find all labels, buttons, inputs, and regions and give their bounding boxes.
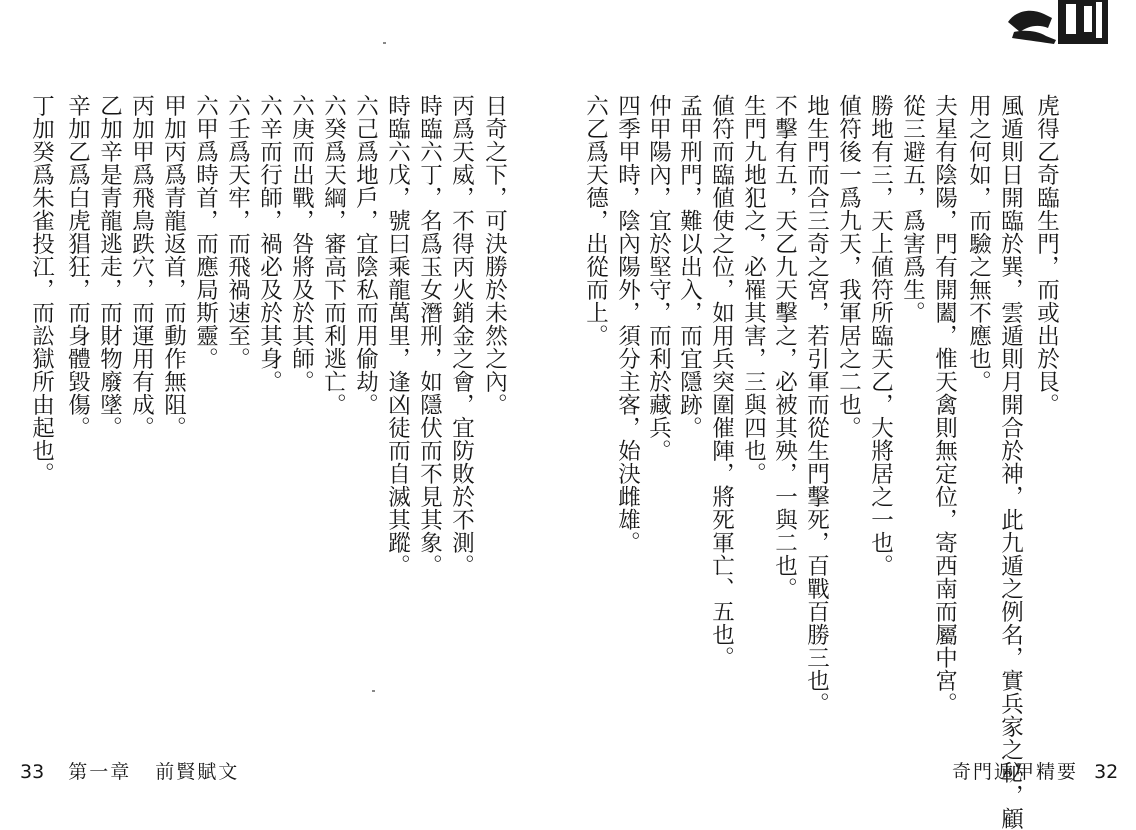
text-column: 勝地有三，天上値符所臨天乙，大將居之一也。 (867, 94, 894, 577)
text-column: 生門九地犯之，必罹其害，三與四也。 (740, 94, 767, 485)
text-column: 時臨六戊，號曰乘龍萬里，逢凶徒而自滅其蹤。 (384, 94, 411, 577)
left-page (0, 0, 568, 795)
text-column: 時臨六丁，名爲玉女潛刑，如隱伏而不見其象。 (416, 94, 443, 577)
page-footer (952, 757, 1118, 784)
text-column: 風遁則日開臨於巽，雲遁則月開合於神，此九遁之例名，實兵家之秘，顧 (997, 94, 1024, 830)
right-page (568, 0, 1136, 830)
text-column: 日奇之下，可決勝於未然之內。 (481, 94, 508, 416)
text-column: 孟甲刑門，難以出入，而宜隱跡。 (676, 94, 703, 439)
text-column: 甲加丙爲青龍返首，而動作無阻。 (160, 94, 187, 439)
text-column: 値符而臨値使之位，如用兵突圍催陣，將死軍亡、五也。 (708, 94, 735, 669)
text-column: 乙加辛是青龍逃走，而財物廢墜。 (96, 94, 123, 439)
chapter-title: 前賢賦文 (155, 761, 240, 783)
text-column: 夫星有陰陽，門有開闔，惟天禽則無定位，寄西南而屬中宮。 (931, 94, 958, 715)
text-column: 地生門而合三奇之宮，若引軍而從生門擊死，百戰百勝三也。 (803, 94, 830, 715)
page-number: 32 (1094, 761, 1119, 783)
text-column: 六壬爲天牢，而飛禍速至。 (224, 94, 251, 370)
text-column: 丙加甲爲飛鳥跌穴，而運用有成。 (128, 94, 155, 439)
text-column: 六癸爲天綱，審高下而利逃亡。 (320, 94, 347, 416)
text-column: 從三避五，爲害爲生。 (899, 94, 926, 324)
chapter-label: 第一章 (68, 761, 132, 783)
text-column: 六甲爲時首，而應局斯靈。 (192, 94, 219, 370)
text-column: 値符後一爲九天，我軍居之二也。 (835, 94, 862, 439)
text-column: 六乙爲天德，出從而上。 (582, 94, 609, 347)
text-column: 六己爲地戶，宜陰私而用偷劫。 (352, 94, 379, 416)
text-column: 仲甲陽內，宜於堅守，而利於藏兵。 (645, 94, 672, 462)
page-number: 33 (20, 761, 45, 783)
text-column: 虎得乙奇臨生門，而或出於艮。 (1033, 94, 1060, 416)
text-column: 不擊有五，天乙九天擊之，必被其殃，一與二也。 (771, 94, 798, 600)
scan-speck (383, 42, 386, 44)
text-column: 六庚而出戰，咎將及於其師。 (288, 94, 315, 393)
text-column: 六辛而行師，禍必及於其身。 (256, 94, 283, 393)
text-column: 四季甲時，陰內陽外，須分主客，始決雌雄。 (614, 94, 641, 554)
page-footer (20, 757, 239, 784)
text-column: 用之何如，而驗之無不應也。 (965, 94, 992, 393)
scan-speck (372, 690, 375, 692)
book-title: 奇門遁甲精要 (952, 761, 1079, 783)
text-column: 丁加癸爲朱雀投江，而訟獄所由起也。 (28, 94, 55, 485)
text-column: 丙爲天威，不得丙火銷金之會，宜防敗於不測。 (448, 94, 475, 577)
text-column: 辛加乙爲白虎猖狂，而身體毀傷。 (64, 94, 91, 439)
